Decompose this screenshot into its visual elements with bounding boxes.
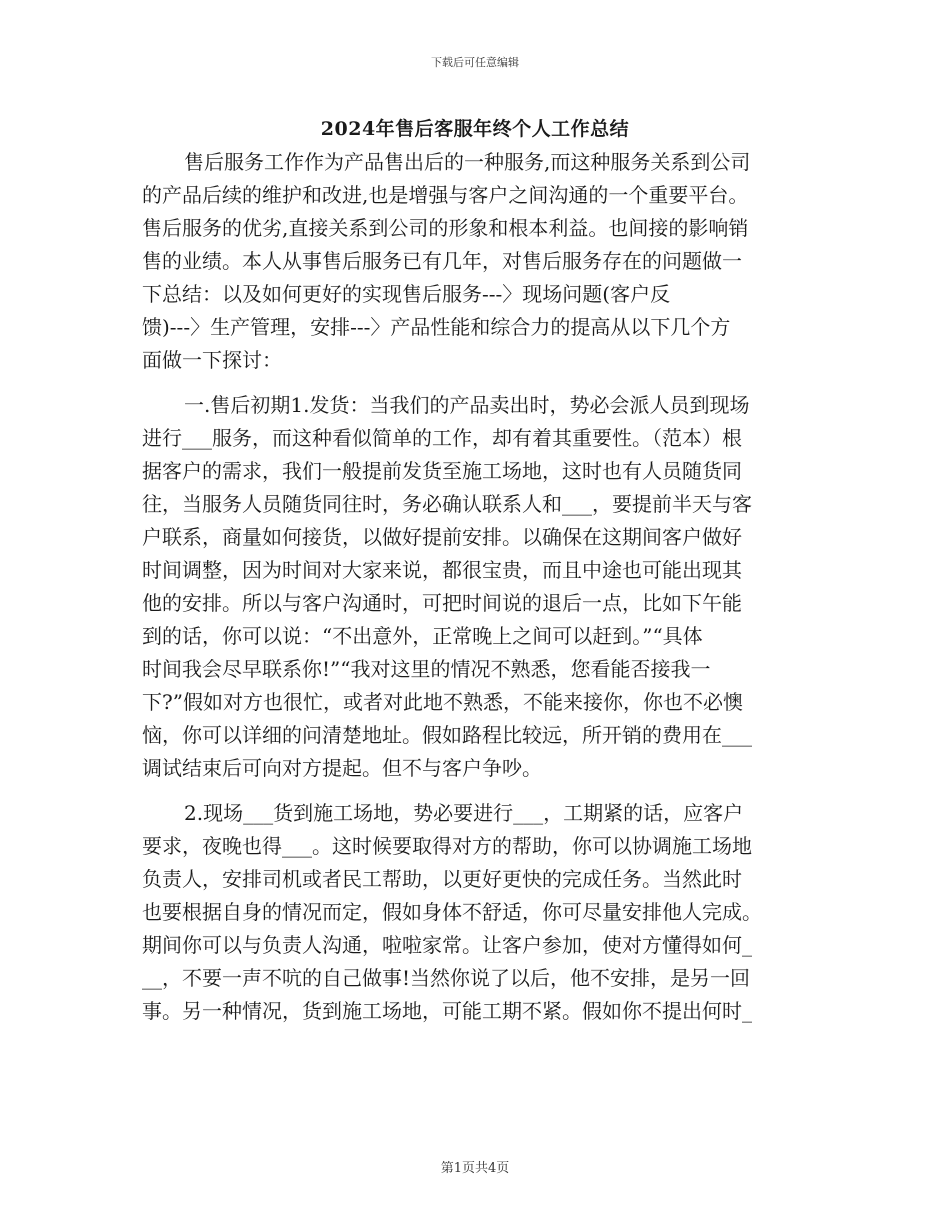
document-title: 2024年售后客服年终个人工作总结 [320, 118, 630, 140]
body-line: 进行___服务，而这种看似简单的工作，却有着其重要性。（范本）根 [142, 426, 742, 450]
body-line: 调试结束后可向对方提起。但不与客户争吵。 [142, 756, 542, 780]
body-line: 负责人，安排司机或者民工帮助，以更好更快的完成任务。当然此时 [142, 867, 742, 891]
body-line: 也要根据自身的情况而定，假如身体不舒适，你可尽量安排他人完成。 [142, 900, 762, 924]
body-line: 面做一下探讨： [142, 348, 282, 372]
body-line: 他的安排。所以与客户沟通时，可把时间说的退后一点，比如下午能 [142, 591, 742, 615]
body-line: 据客户的需求，我们一般提前发货至施工场地，这时也有人员随货同 [142, 459, 742, 483]
body-line: 要求，夜晚也得___。这时候要取得对方的帮助，你可以协调施工场地 [142, 834, 752, 858]
body-line: 户联系，商量如何接货，以做好提前安排。以确保在这期间客户做好 [142, 525, 742, 549]
body-line: 下?”假如对方也很忙，或者对此地不熟悉，不能来接你，你也不必懊 [142, 690, 743, 714]
body-line: __，不要一声不吭的自己做事!当然你说了以后，他不安排，是另一回 [142, 966, 751, 990]
body-line: 往，当服务人员随货同往时，务必确认联系人和___，要提前半天与客 [142, 492, 752, 516]
body-line: 售的业绩。本人从事售后服务已有几年，对售后服务存在的问题做一 [142, 249, 742, 273]
page-header: 下载后可任意编辑 [431, 56, 519, 69]
body-line: 恼，你可以详细的问清楚地址。假如路程比较远，所开销的费用在___ [142, 723, 752, 747]
body-line: 事。另一种情况，货到施工场地，可能工期不紧。假如你不提出何时_ [142, 999, 752, 1023]
body-line: 时间我会尽早联系你!”“我对这里的情况不熟悉，您看能否接我一 [142, 657, 711, 681]
page-footer: 第1页共4页 [440, 1161, 510, 1176]
body-line: 的产品后续的维护和改进,也是增强与客户之间沟通的一个重要平台。 [142, 183, 749, 207]
body-line: 2.现场___货到施工场地，势必要进行___，工期紧的话，应客户 [184, 801, 744, 825]
body-line: 馈)---〉生产管理，安排---〉产品性能和综合力的提高从以下几个方 [142, 315, 731, 339]
body-line: 售后服务工作作为产品售出后的一种服务,而这种服务关系到公司 [184, 150, 751, 174]
body-line: 时间调整，因为时间对大家来说，都很宝贵，而且中途也可能出现其 [142, 558, 742, 582]
body-line: 下总结：以及如何更好的实现售后服务---〉现场问题(客户反 [142, 282, 671, 306]
body-line: 期间你可以与负责人沟通，啦啦家常。让客户参加，使对方懂得如何_ [142, 933, 752, 957]
body-line: 一.售后初期1.发货：当我们的产品卖出时，势必会派人员到现场 [184, 393, 750, 417]
body-line: 售后服务的优劣,直接关系到公司的形象和根本利益。也间接的影响销 [142, 216, 749, 240]
body-line: 到的话，你可以说：“不出意外，正常晚上之间可以赶到。”“具体 [142, 624, 703, 648]
